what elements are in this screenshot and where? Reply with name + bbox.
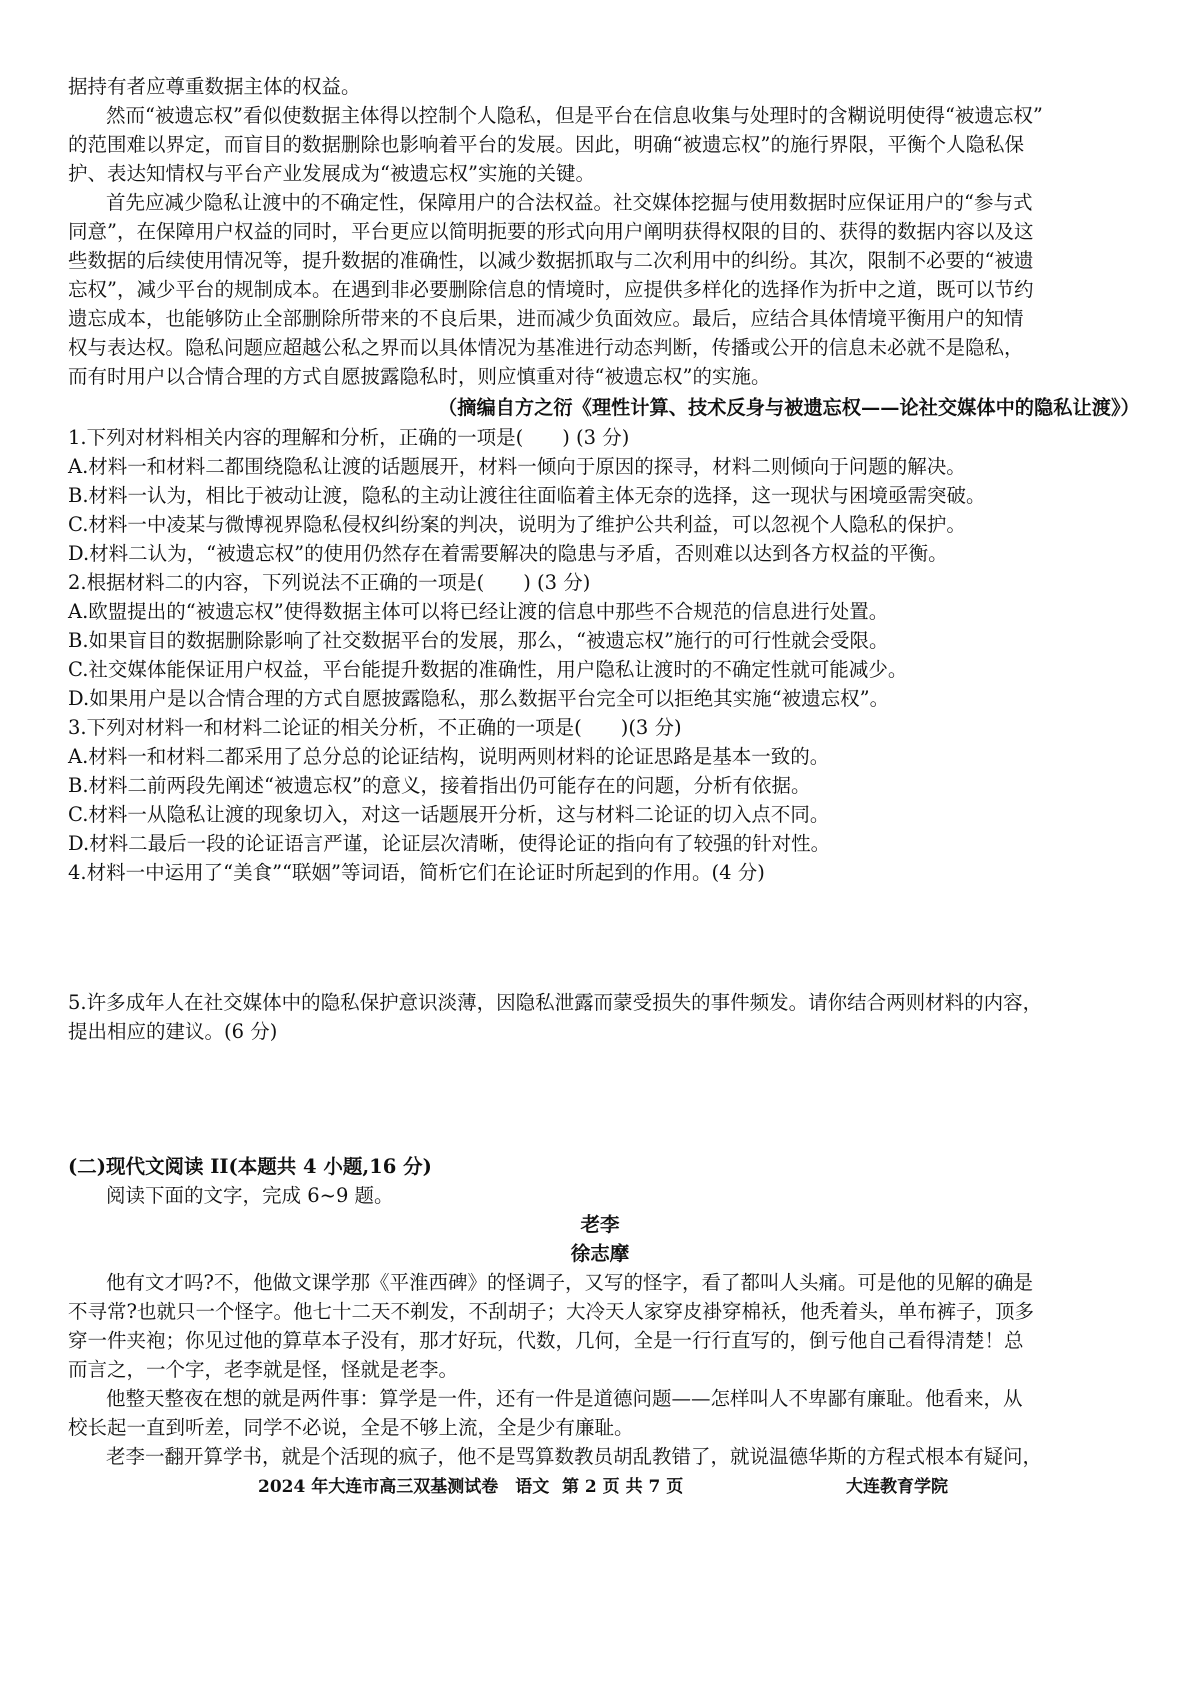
section-instruction: 阅读下面的文字，完成 6~9 题。 [106, 1184, 394, 1207]
question-2: 2.根据材料二的内容，下列说法不正确的一项是( ) (3 分) [68, 571, 591, 594]
section-heading: (二)现代文阅读 II(本题共 4 小题,16 分) [68, 1155, 432, 1178]
question-1: 1.下列对材料相关内容的理解和分析，正确的一项是( ) (3 分) [68, 426, 630, 449]
option-line: A.材料一和材料二都围绕隐私让渡的话题展开，材料一倾向于原因的探寻，材料二则倾向于问题的解决。 [68, 455, 966, 478]
paragraph-line: 老李一翻开算学书，就是个活现的疯子，他不是骂算数教员胡乱教错了，就说温德华斯的方程式根本有疑问， [106, 1445, 1043, 1468]
option-line: B.材料二前两段先阐述“被遗忘权”的意义，接着指出仍可能存在的问题，分析有依据。 [68, 774, 811, 797]
story-title: 老李 [580, 1213, 620, 1236]
paragraph-line: 护、表达知情权与平台产业发展成为“被遗忘权”实施的关键。 [68, 162, 595, 185]
paragraph-line: 权与表达权。隐私问题应超越公私之界而以具体情况为基准进行动态判断，传播或公开的信息未必就不是隐私， [68, 336, 1024, 359]
option-line: D.材料二认为，“被遗忘权”的使用仍然存在着需要解决的隐患与矛盾，否则难以达到各方权益的平衡。 [68, 542, 948, 565]
paragraph-line: 他整天整夜在想的就是两件事：算学是一件，还有一件是道德问题——怎样叫人不卑鄙有廉耻。他看来，从 [106, 1387, 1023, 1410]
option-line: A.材料一和材料二都采用了总分总的论证结构，说明两则材料的论证思路是基本一致的。 [68, 745, 830, 768]
paragraph-line: 校长起一直到听差，同学不必说，全是不够上流，全是少有廉耻。 [68, 1416, 634, 1439]
paragraph-line: 些数据的后续使用情况等，提升数据的准确性，以减少数据抓取与二次利用中的纠纷。其次，限制不必要的“被遗 [68, 249, 1034, 272]
paragraph-line: 然而“被遗忘权”看似使数据主体得以控制个人隐私，但是平台在信息收集与处理时的含糊说明使得“被遗忘权” [106, 104, 1043, 127]
question-5-line: 5.许多成年人在社交媒体中的隐私保护意识淡薄，因隐私泄露而蒙受损失的事件频发。请你结合两则材料的内容， [68, 991, 1043, 1014]
paragraph-line: 的范围难以界定，而盲目的数据删除也影响着平台的发展。因此，明确“被遗忘权”的施行界限，平衡个人隐私保 [68, 133, 1024, 156]
paragraph-line: 忘权”，减少平台的规制成本。在遇到非必要删除信息的情境时，应提供多样化的选择作为折中之道，既可以节约 [68, 278, 1034, 301]
paragraph-line: 首先应减少隐私让渡中的不确定性，保障用户的合法权益。社交媒体挖掘与使用数据时应保证用户的“参与式 [106, 191, 1033, 214]
option-line: D.如果用户是以合情合理的方式自愿披露隐私，那么数据平台完全可以拒绝其实施“被遗忘权”。 [68, 687, 890, 710]
option-line: A.欧盟提出的“被遗忘权”使得数据主体可以将已经让渡的信息中那些不合规范的信息进行处置。 [68, 600, 889, 623]
footer-organization: 大连教育学院 [846, 1477, 948, 1497]
option-line: B.材料一认为，相比于被动让渡，隐私的主动让渡往往面临着主体无奈的选择，这一现状与困境亟需突破。 [68, 484, 986, 507]
option-line: D.材料二最后一段的论证语言严谨，论证层次清晰，使得论证的指向有了较强的针对性。 [68, 832, 831, 855]
option-line: B.如果盲目的数据删除影响了社交数据平台的发展，那么，“被遗忘权”施行的可行性就会受限。 [68, 629, 889, 652]
paragraph-line: 他有文才吗?不，他做文课学那《平淮西碑》的怪调子，又写的怪字，看了都叫人头痛。可是他的见解的确是 [106, 1271, 1033, 1294]
paragraph-line: 而有时用户以合情合理的方式自愿披露隐私时，则应慎重对待“被遗忘权”的实施。 [68, 365, 771, 388]
paragraph-line: 同意”，在保障用户权益的同时，平台更应以简明扼要的形式向用户阐明获得权限的目的、获得的数据内容以及这 [68, 220, 1034, 243]
option-line: C.社交媒体能保证用户权益，平台能提升数据的准确性，用户隐私让渡时的不确定性就可能减少。 [68, 658, 908, 681]
paragraph-line: 穿一件夹袍；你见过他的算草本子没有，那才好玩，代数，几何，全是一行行直写的，倒亏他自己看得清楚！总 [68, 1329, 1024, 1352]
paragraph-line: 而言之，一个字，老李就是怪，怪就是老李。 [68, 1358, 459, 1381]
question-5-line: 提出相应的建议。(6 分) [68, 1020, 278, 1043]
option-line: C.材料一从隐私让渡的现象切入，对这一话题展开分析，这与材料二论证的切入点不同。 [68, 803, 830, 826]
footer-exam-title: 2024 年大连市高三双基测试卷 语文 [258, 1477, 550, 1497]
question-4: 4.材料一中运用了“美食”“联姻”等词语，简析它们在论证时所起到的作用。(4 分) [68, 861, 765, 884]
source-citation: （摘编自方之衍《理性计算、技术反身与被遗忘权——论社交媒体中的隐私让渡》） [438, 396, 1141, 419]
footer-page-number: 第 2 页 共 7 页 [562, 1477, 684, 1497]
question-3: 3.下列对材料一和材料二论证的相关分析，不正确的一项是( )(3 分) [68, 716, 682, 739]
story-author: 徐志摩 [570, 1242, 630, 1265]
paragraph-line: 不寻常?也就只一个怪字。他七十二天不剃发，不刮胡子；大冷天人家穿皮褂穿棉袄，他秃着头，单布裤子，顶多 [68, 1300, 1034, 1323]
paragraph-line: 遗忘成本，也能够防止全部删除所带来的不良后果，进而减少负面效应。最后，应结合具体情境平衡用户的知情 [68, 307, 1024, 330]
option-line: C.材料一中凌某与微博视界隐私侵权纠纷案的判决，说明为了维护公共利益，可以忽视个人隐私的保护。 [68, 513, 966, 536]
paragraph-line: 据持有者应尊重数据主体的权益。 [68, 75, 361, 98]
